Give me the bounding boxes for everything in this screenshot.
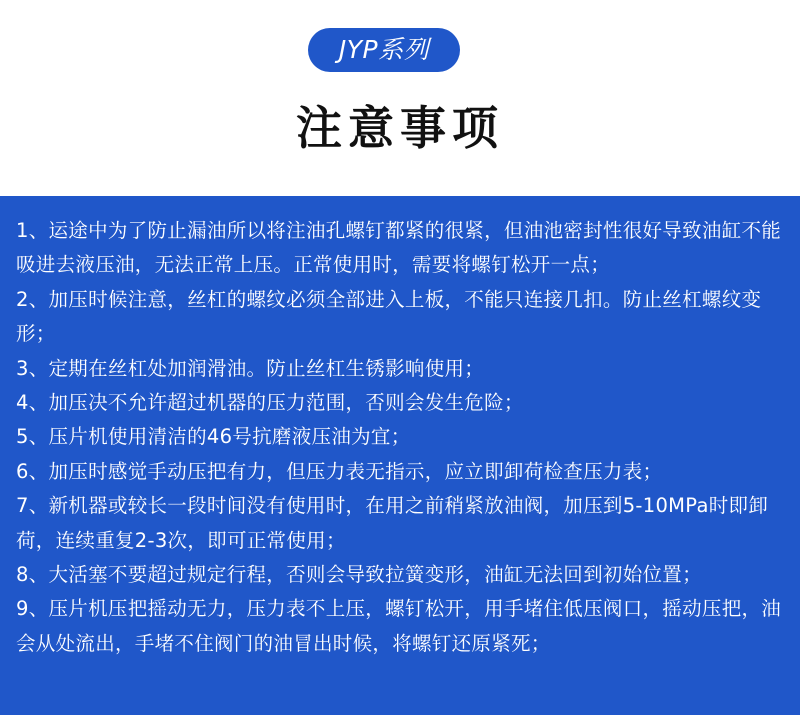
note-item-5: 5、压片机使用清洁的46号抗磨液压油为宜； xyxy=(16,425,411,449)
note-item-8: 8、大活塞不要超过规定行程，否则会导致拉簧变形，油缸无法回到初始位置； xyxy=(16,563,702,587)
page-title: 注意事项 xyxy=(296,101,504,155)
notes-list xyxy=(16,214,792,661)
header xyxy=(0,0,800,196)
note-item-9: 9、压片机压把摇动无力，压力表不上压，螺钉松开，用手堵住低压阀口，摇动压把，油会从处流出，手堵不住阀门的油冒出时候，将螺钉还原紧死； xyxy=(16,597,782,655)
note-item-7: 7、新机器或较长一段时间没有使用时，在用之前稍紧放油阀，加压到5-10MPa时即卸荷，连续重复2-3次，即可正常使用； xyxy=(16,494,769,552)
note-item-4: 4、加压决不允许超过机器的压力范围，否则会发生危险； xyxy=(16,391,524,415)
notes-panel xyxy=(0,196,800,715)
note-item-1: 1、运途中为了防止漏油所以将注油孔螺钉都紧的很紧，但油池密封性很好导致油缸不能吸进去液压油，无法正常上压。正常使用时，需要将螺钉松开一点； xyxy=(16,219,782,277)
note-item-2: 2、加压时候注意，丝杠的螺纹必须全部进入上板，不能只连接几扣。防止丝杠螺纹变形； xyxy=(16,287,762,346)
note-item-6: 6、加压时感觉手动压把有力，但压力表无指示，应立即卸荷检查压力表； xyxy=(16,459,663,483)
note-item-3: 3、定期在丝杠处加润滑油。防止丝杠生锈影响使用； xyxy=(16,356,485,380)
series-badge: JYP系列 xyxy=(308,28,460,72)
